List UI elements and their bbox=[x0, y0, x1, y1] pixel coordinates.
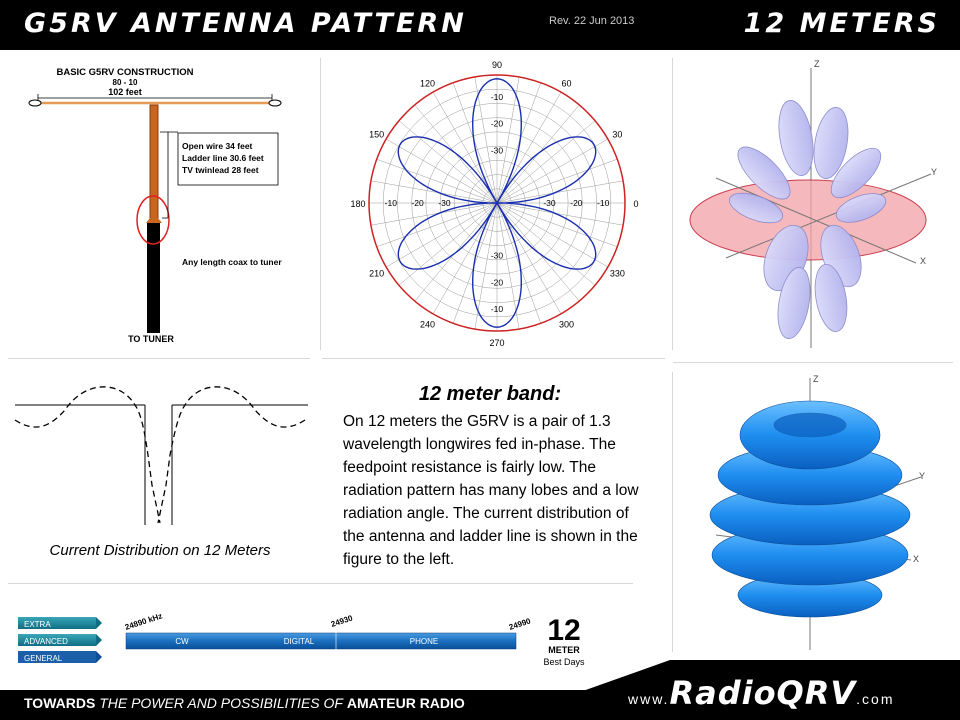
angle-label: 210 bbox=[369, 268, 385, 279]
angle-label: 180 bbox=[350, 199, 366, 209]
license-label-general: GENERAL bbox=[24, 654, 63, 663]
band-info-title: 12 meter band: bbox=[418, 383, 562, 405]
badge-sub: Best Days bbox=[543, 657, 585, 667]
angle-label: 90 bbox=[491, 60, 503, 70]
radioqrv-logo bbox=[628, 674, 895, 712]
3d-donut-pattern bbox=[676, 370, 956, 655]
divider bbox=[320, 58, 321, 350]
radial-label: -30 bbox=[438, 198, 451, 208]
freq-end: 24990 bbox=[507, 616, 532, 632]
feeder-note: TV twinlead 28 feet bbox=[182, 165, 259, 175]
band-title-header: 12 METERS bbox=[743, 8, 940, 39]
angle-label: 30 bbox=[612, 129, 623, 140]
radial-label: -10 bbox=[384, 198, 397, 208]
license-label-advanced: ADVANCED bbox=[24, 637, 68, 646]
footer-tagline bbox=[24, 695, 465, 711]
tuner-label: TO TUNER bbox=[128, 334, 174, 344]
y-axis-label: Y bbox=[931, 167, 938, 177]
radial-label: -30 bbox=[490, 145, 504, 156]
coax-note: Any length coax to tuner bbox=[182, 257, 282, 267]
radial-label: -20 bbox=[490, 118, 504, 129]
construction-bands: 80 - 10 bbox=[112, 78, 138, 87]
divider bbox=[322, 358, 665, 359]
donut-hole bbox=[774, 413, 846, 437]
tagline-tail: AMATEUR RADIO bbox=[346, 695, 465, 711]
segment-digital: DIGITAL bbox=[283, 637, 315, 646]
radial-label: -20 bbox=[490, 277, 504, 288]
ladder-line bbox=[150, 105, 158, 220]
divider bbox=[8, 358, 310, 359]
angle-label: 60 bbox=[561, 78, 572, 89]
current-curve-right bbox=[158, 387, 305, 523]
construction-length: 102 feet bbox=[108, 87, 142, 97]
lobe bbox=[774, 98, 819, 178]
page-title: G5RV ANTENNA PATTERN bbox=[24, 8, 467, 39]
badge-number: 12 bbox=[547, 614, 581, 647]
end-insulator bbox=[29, 100, 41, 106]
radial-label: -30 bbox=[490, 250, 504, 261]
freq-mid: 24930 bbox=[329, 613, 354, 629]
band-info-description: On 12 meters the G5RV is a pair of 1.3 wavelength longwires fed in-phase. The feedpoint resistance is fairly low. The radiation pattern has many lobes and a low radiation angle. The current distribution of the antenna and ladder line is shown in the figure to the left. bbox=[343, 413, 639, 568]
logo-www: www. bbox=[628, 691, 670, 707]
angle-label: 150 bbox=[369, 129, 385, 140]
logo-com: .com bbox=[856, 691, 895, 707]
radial-label: -20 bbox=[570, 198, 583, 208]
angle-label: 330 bbox=[609, 268, 625, 279]
radial-label: -20 bbox=[411, 198, 424, 208]
radial-label: -10 bbox=[490, 91, 504, 102]
logo-brand: RadioQRV bbox=[669, 674, 857, 712]
freq-start: 24890 kHz bbox=[123, 611, 164, 632]
segment-cw: CW bbox=[175, 637, 189, 646]
y-axis-label: Y bbox=[919, 471, 926, 481]
divider bbox=[8, 583, 633, 584]
tagline-middle: THE POWER AND POSSIBILITIES OF bbox=[99, 695, 343, 711]
construction-title: BASIC G5RV CONSTRUCTION bbox=[56, 67, 194, 78]
segment-phone: PHONE bbox=[409, 637, 439, 646]
divider bbox=[672, 372, 673, 652]
end-insulator bbox=[269, 100, 281, 106]
feeder-note: Ladder line 30.6 feet bbox=[182, 153, 264, 163]
divider bbox=[672, 58, 673, 350]
radial-label: -30 bbox=[543, 198, 556, 208]
angle-label: 300 bbox=[558, 319, 575, 330]
z-axis-label: Z bbox=[814, 59, 820, 69]
license-label-extra: EXTRA bbox=[24, 620, 51, 629]
band-plan bbox=[14, 610, 614, 672]
current-distribution-caption: Current Distribution on 12 Meters bbox=[49, 542, 271, 559]
radial-label: -10 bbox=[597, 198, 610, 208]
construction-diagram bbox=[10, 58, 315, 353]
polar-radiation-plot bbox=[352, 58, 642, 348]
current-distribution-plot bbox=[10, 375, 310, 535]
divider bbox=[673, 362, 953, 363]
angle-label: 120 bbox=[419, 78, 436, 89]
x-axis-label: X bbox=[913, 554, 920, 564]
revision-date: Rev. 22 Jun 2013 bbox=[549, 15, 635, 27]
feeder-note: Open wire 34 feet bbox=[182, 141, 253, 151]
angle-label: 240 bbox=[419, 319, 436, 330]
angle-label: 270 bbox=[489, 338, 505, 348]
tagline-lead: TOWARDS bbox=[24, 695, 96, 711]
z-axis-label: Z bbox=[813, 374, 819, 384]
x-axis-label: X bbox=[920, 256, 927, 266]
badge-unit: METER bbox=[548, 645, 580, 655]
coax-feedline bbox=[147, 223, 160, 333]
current-curve-left bbox=[15, 387, 160, 523]
angle-label: 0 bbox=[633, 199, 639, 209]
3d-lobe-pattern bbox=[676, 58, 956, 356]
radial-label: -10 bbox=[490, 304, 504, 315]
